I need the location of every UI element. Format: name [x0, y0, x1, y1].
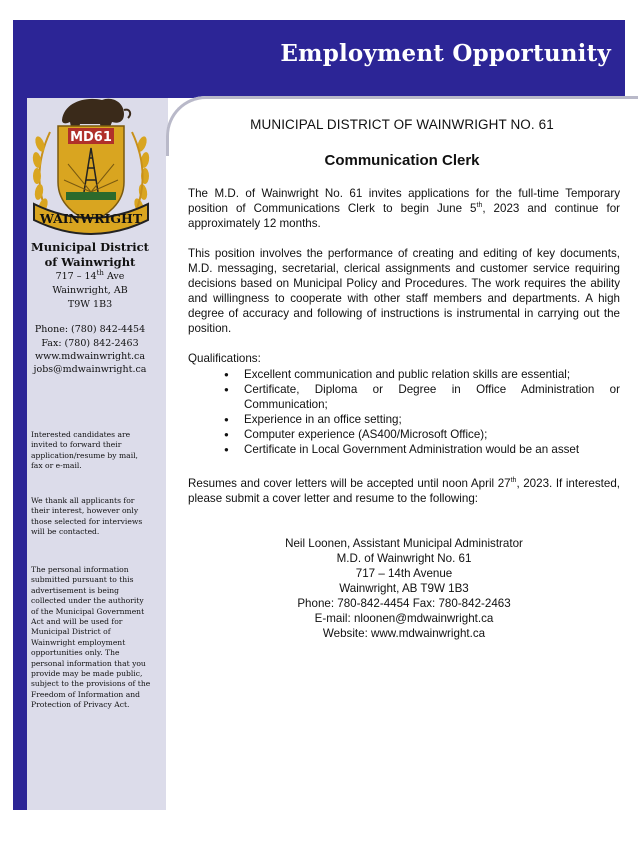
- contact-org: M.D. of Wainwright No. 61: [336, 552, 472, 565]
- contact-street: 717 – 14th Avenue: [355, 567, 453, 580]
- sidebar-note-thanks: We thank all applicants for their interest, however only those selected for interviews will be contacted.: [31, 496, 143, 537]
- contact-city: Wainwright, AB T9W 1B3: [339, 582, 469, 595]
- list-item: ● Computer experience (AS400/Microsoft Office);: [224, 427, 620, 442]
- sidebar-org-line1: Municipal District: [31, 240, 149, 254]
- sidebar-address-line2: Wainwright, AB: [52, 285, 128, 296]
- intro-paragraph: The M.D. of Wainwright No. 61 invites applications for the full-time Temporary position of Communications Clerk to begin June 5th, 2023 and continue for approximately 12 months.: [188, 187, 620, 230]
- duties-paragraph: This position involves the performance of creating and editing of key documents, M.D. messaging, secretarial, clerical assignments and customer service requiring decisions based on Municipal Policy and Procedures. The work requires the ability and willingness to cooperate with other staff members and departments. A high degree of accuracy and following of instructions is instrumental in carrying out the position.: [188, 247, 620, 335]
- contact-block: [188, 536, 620, 641]
- sidebar-org-name: [27, 240, 153, 270]
- main-heading: MUNICIPAL DISTRICT OF WAINWRIGHT NO. 61: [250, 117, 554, 132]
- logo-banner-text: WAINWRIGHT: [39, 211, 143, 226]
- contact-phone-fax: Phone: 780-842-4454 Fax: 780-842-2463: [297, 597, 511, 610]
- closing-paragraph: Resumes and cover letters will be accepted until noon April 27th, 2023. If interested, please submit a cover letter and resume to the following:: [188, 477, 620, 505]
- qualifications-label: Qualifications:: [188, 352, 261, 365]
- sidebar-phone: Phone: (780) 842-4454: [34, 324, 146, 335]
- sidebar-address-line3: T9W 1B3: [67, 299, 113, 310]
- sidebar-org-line2: of Wainwright: [44, 255, 136, 269]
- job-title: Communication Clerk: [324, 152, 480, 169]
- qualifications-list: [224, 367, 620, 457]
- sidebar-address-line1: 717 – 14th Ave: [55, 268, 125, 282]
- contact-name: Neil Loonen, Assistant Municipal Administrator: [285, 537, 523, 550]
- logo-badge-text: MD61: [70, 130, 112, 145]
- list-item: ● Certificate in Local Government Administration would be an asset: [224, 442, 620, 457]
- contact-website[interactable]: Website: www.mdwainwright.ca: [322, 627, 486, 640]
- contact-email[interactable]: E-mail: nloonen@mdwainwright.ca: [314, 612, 494, 625]
- md-wainwright-logo: [28, 92, 154, 238]
- list-item: ● Certificate, Diploma or Degree in Office Administration or Communication;: [224, 382, 620, 412]
- sidebar-note-apply: Interested candidates are invited to forward their application/resume by mail, fax or e-mail.: [31, 430, 138, 471]
- page-title: Employment Opportunity: [280, 40, 611, 67]
- sidebar-email[interactable]: jobs@mdwainwright.ca: [33, 364, 147, 375]
- list-item: ● Experience in an office setting;: [224, 412, 620, 427]
- header-band: [13, 20, 625, 98]
- sidebar-note-privacy: The personal information submitted pursuant to this advertisement is being collected under the authority of the Municipal Government Act and will be used for Municipal District of Wainwright employment opportunities only. The personal information that you provide may be made public, subject to the provisions of the Freedom of Information and Protection of Privacy Act.: [31, 565, 151, 710]
- list-item: ● Excellent communication and public relation skills are essential;: [224, 367, 620, 382]
- sidebar-website[interactable]: www.mdwainwright.ca: [34, 351, 146, 362]
- sidebar-fax: Fax: (780) 842-2463: [41, 338, 139, 349]
